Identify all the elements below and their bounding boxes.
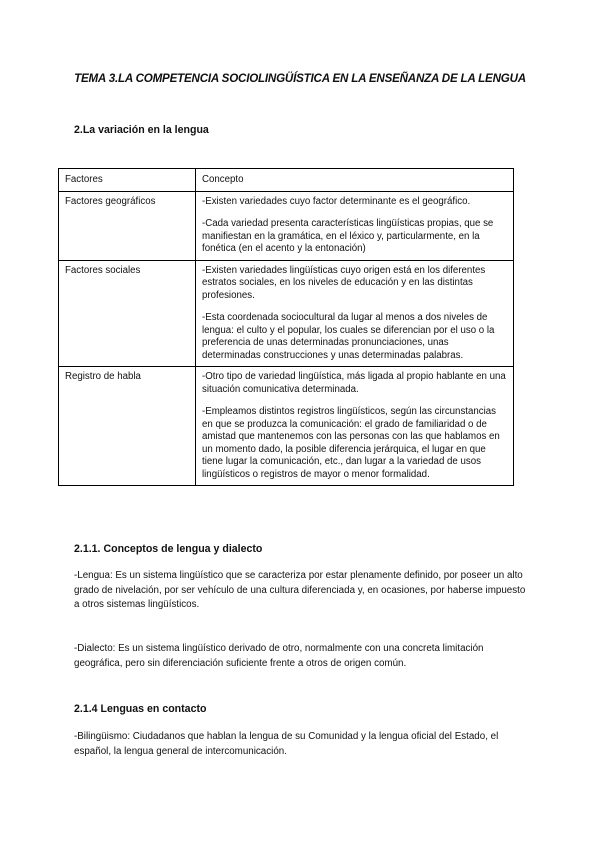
subsection-heading-conceptos: 2.1.1. Conceptos de lengua y dialecto bbox=[74, 543, 263, 555]
column-header-concepto: Concepto bbox=[196, 169, 514, 192]
document-title: TEMA 3.LA COMPETENCIA SOCIOLINGÜÍSTICA EN LA ENSEÑANZA DE LA LENGUA bbox=[74, 72, 526, 85]
concept-paragraph: -Existen variedades cuyo factor determinante es el geográfico. bbox=[202, 195, 471, 207]
table-row bbox=[59, 367, 514, 486]
concept-paragraph: -Cada variedad presenta características lingüísticas propias, que se manifiestan en la gramática, en el léxico y, particularmente, en la fonética (en el acento y la entonación) bbox=[202, 218, 494, 254]
concept-cell bbox=[196, 367, 514, 486]
bilinguismo-definition: -Bilingüismo: Ciudadanos que hablan la lengua de su Comunidad y la lengua oficial del Estado, el español, la lengua general de intercomunicación. bbox=[74, 731, 499, 757]
subsection-heading-contacto: 2.1.4 Lenguas en contacto bbox=[74, 703, 207, 715]
variation-factors-table bbox=[58, 168, 514, 486]
table-row bbox=[59, 191, 514, 260]
factor-cell: Factores geográficos bbox=[59, 191, 196, 260]
concept-paragraph: -Existen variedades lingüísticas cuyo origen está en los diferentes estratos sociales, en los niveles de educación y en las distintas profesiones. bbox=[202, 264, 486, 301]
lengua-definition: -Lengua: Es un sistema lingüístico que se caracteriza por estar plenamente definido, por poseer un alto grado de nivelación, por ser vehículo de una cultura diferenciada y, en ocasiones, por haberse impuesto a otros sistemas lingüísticos. bbox=[74, 570, 526, 610]
table-row bbox=[59, 260, 514, 367]
concept-cell bbox=[196, 260, 514, 367]
concept-cell bbox=[196, 191, 514, 260]
concept-paragraph: -Otro tipo de variedad lingüística, más ligada al propio hablante en una situación comunicativa determinada. bbox=[202, 371, 506, 395]
factor-cell: Registro de habla bbox=[59, 367, 196, 486]
concept-paragraph: -Esta coordenada sociocultural da lugar al menos a dos niveles de lengua: el culto y el popular, los cuales se diferencian por el uso o la preferencia de unas determinadas pronunciaciones, unas determinadas construcciones y unas determinadas palabras. bbox=[202, 312, 495, 361]
section-heading: 2.La variación en la lengua bbox=[74, 124, 209, 136]
concept-paragraph: -Empleamos distintos registros lingüísticos, según las circunstancias en que se produzca la comunicación: el grado de familiaridad o de amistad que mantenemos con las personas con las que hablamos en un momento dado, la posible diferencia jerárquica, el lugar en que tiene lugar la comunicación, etc., dan lugar a la variedad de usos lingüísticos o registros de mayor o menor formalidad. bbox=[202, 406, 500, 480]
column-header-factores: Factores bbox=[59, 169, 196, 192]
table-header-row bbox=[59, 169, 514, 192]
dialecto-definition: -Dialecto: Es un sistema lingüístico derivado de otro, normalmente con una concreta limitación geográfica, pero sin diferenciación suficiente frente a otros de origen común. bbox=[74, 643, 484, 669]
factor-cell: Factores sociales bbox=[59, 260, 196, 367]
